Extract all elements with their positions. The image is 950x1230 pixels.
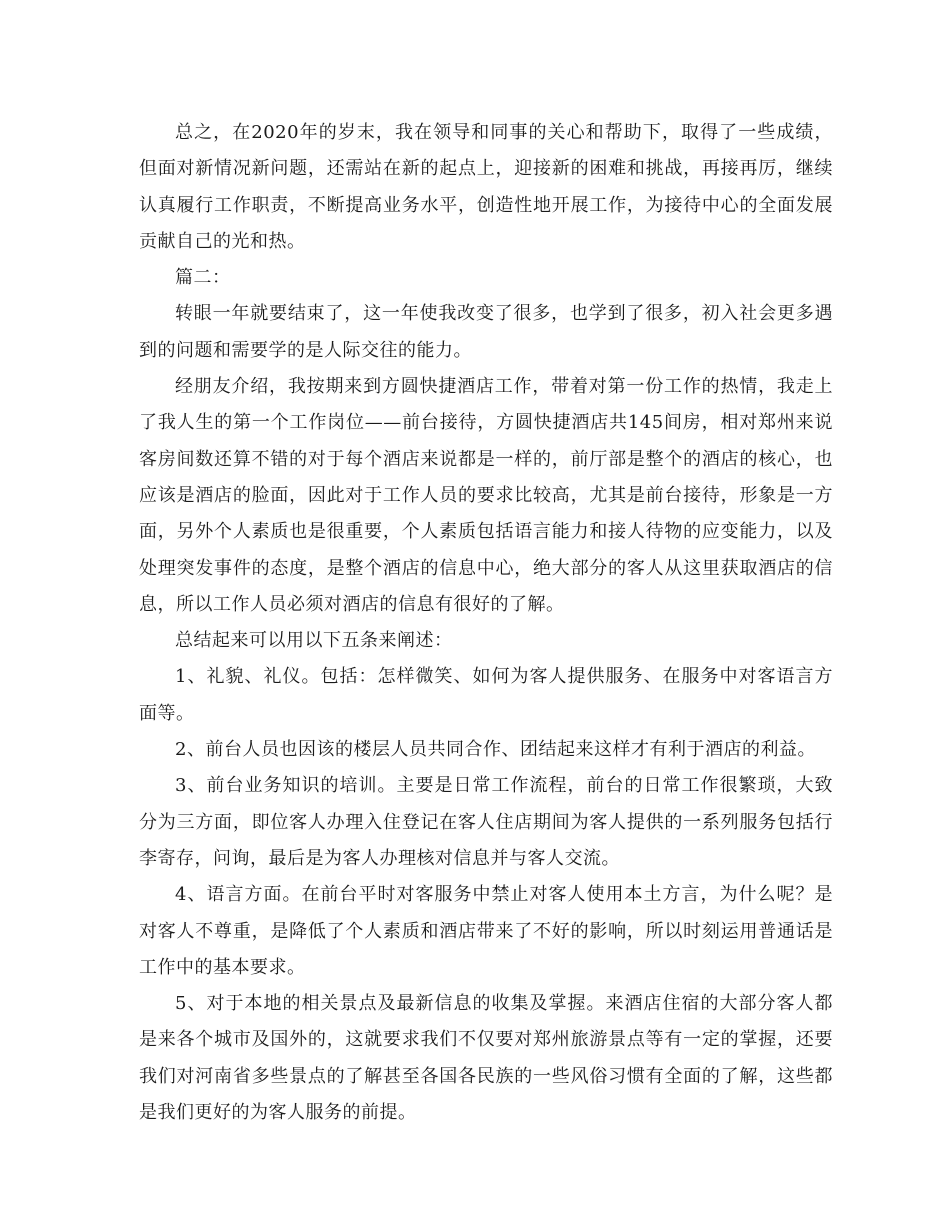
paragraph-summary: 总之，在2020年的岁末，我在领导和同事的关心和帮助下，取得了一些成绩，但面对新情况新问题，还需站在新的起点上，迎接新的困难和挑战，再接再厉，继续认真履行工作职责，不断提高业务水平，创造性地开展工作，为接待中心的全面发展贡献自己的光和热。 [139,122,833,252]
list-item-5: 5、对于本地的相关景点及最新信息的收集及掌握。来酒店住宿的大部分客人都是来各个城市及国外的，这就要求我们不仅要对郑州旅游景点等有一定的掌握，还要我们对河南省多些景点的了解甚至各国各民族的一些风俗习惯有全面的了解，这些都是我们更好的为客人服务的前提。 [139,993,833,1124]
paragraph-five-points-intro: 总结起来可以用以下五条来阐述： [175,630,453,652]
document-body [139,115,833,1131]
paragraph-intro: 转眼一年就要结束了，这一年使我改变了很多，也学到了很多，初入社会更多遇到的问题和需要学的是人际交往的能力。 [139,303,833,361]
paragraph-hotel-work: 经朋友介绍，我按期来到方圆快捷酒店工作，带着对第一份工作的热情，我走上了我人生的第一个工作岗位——前台接待，方圆快捷酒店共145间房，相对郑州来说客房间数还算不错的对于每个酒店来说都是一样的，前厅部是整个的酒店的核心，也应该是酒店的脸面，因此对于工作人员的要求比较高，尤其是前台接待，形象是一方面，另外个人素质也是很重要，个人素质包括语言能力和接人待物的应变能力，以及处理突发事件的态度，是整个酒店的信息中心，绝大部分的客人从这里获取酒店的信息，所以工作人员必须对酒店的信息有很好的了解。 [139,376,833,615]
section-heading-part-two: 篇二： [175,267,231,289]
list-item-3: 3、前台业务知识的培训。主要是日常工作流程，前台的日常工作很繁琐，大致分为三方面，即位客人办理入住登记在客人住店期间为客人提供的一系列服务包括行李寄存，问询，最后是为客人办理核对信息并与客人交流。 [139,775,833,869]
list-item-2: 2、前台人员也因该的楼层人员共同合作、团结起来这样才有利于酒店的利益。 [175,739,816,761]
list-item-4: 4、语言方面。在前台平时对客服务中禁止对客人使用本土方言，为什么呢？是对客人不尊重，是降低了个人素质和酒店带来了不好的影响，所以时刻运用普通话是工作中的基本要求。 [139,884,833,978]
list-item-1: 1、礼貌、礼仪。包括：怎样微笑、如何为客人提供服务、在服务中对客语言方面等。 [139,666,833,724]
